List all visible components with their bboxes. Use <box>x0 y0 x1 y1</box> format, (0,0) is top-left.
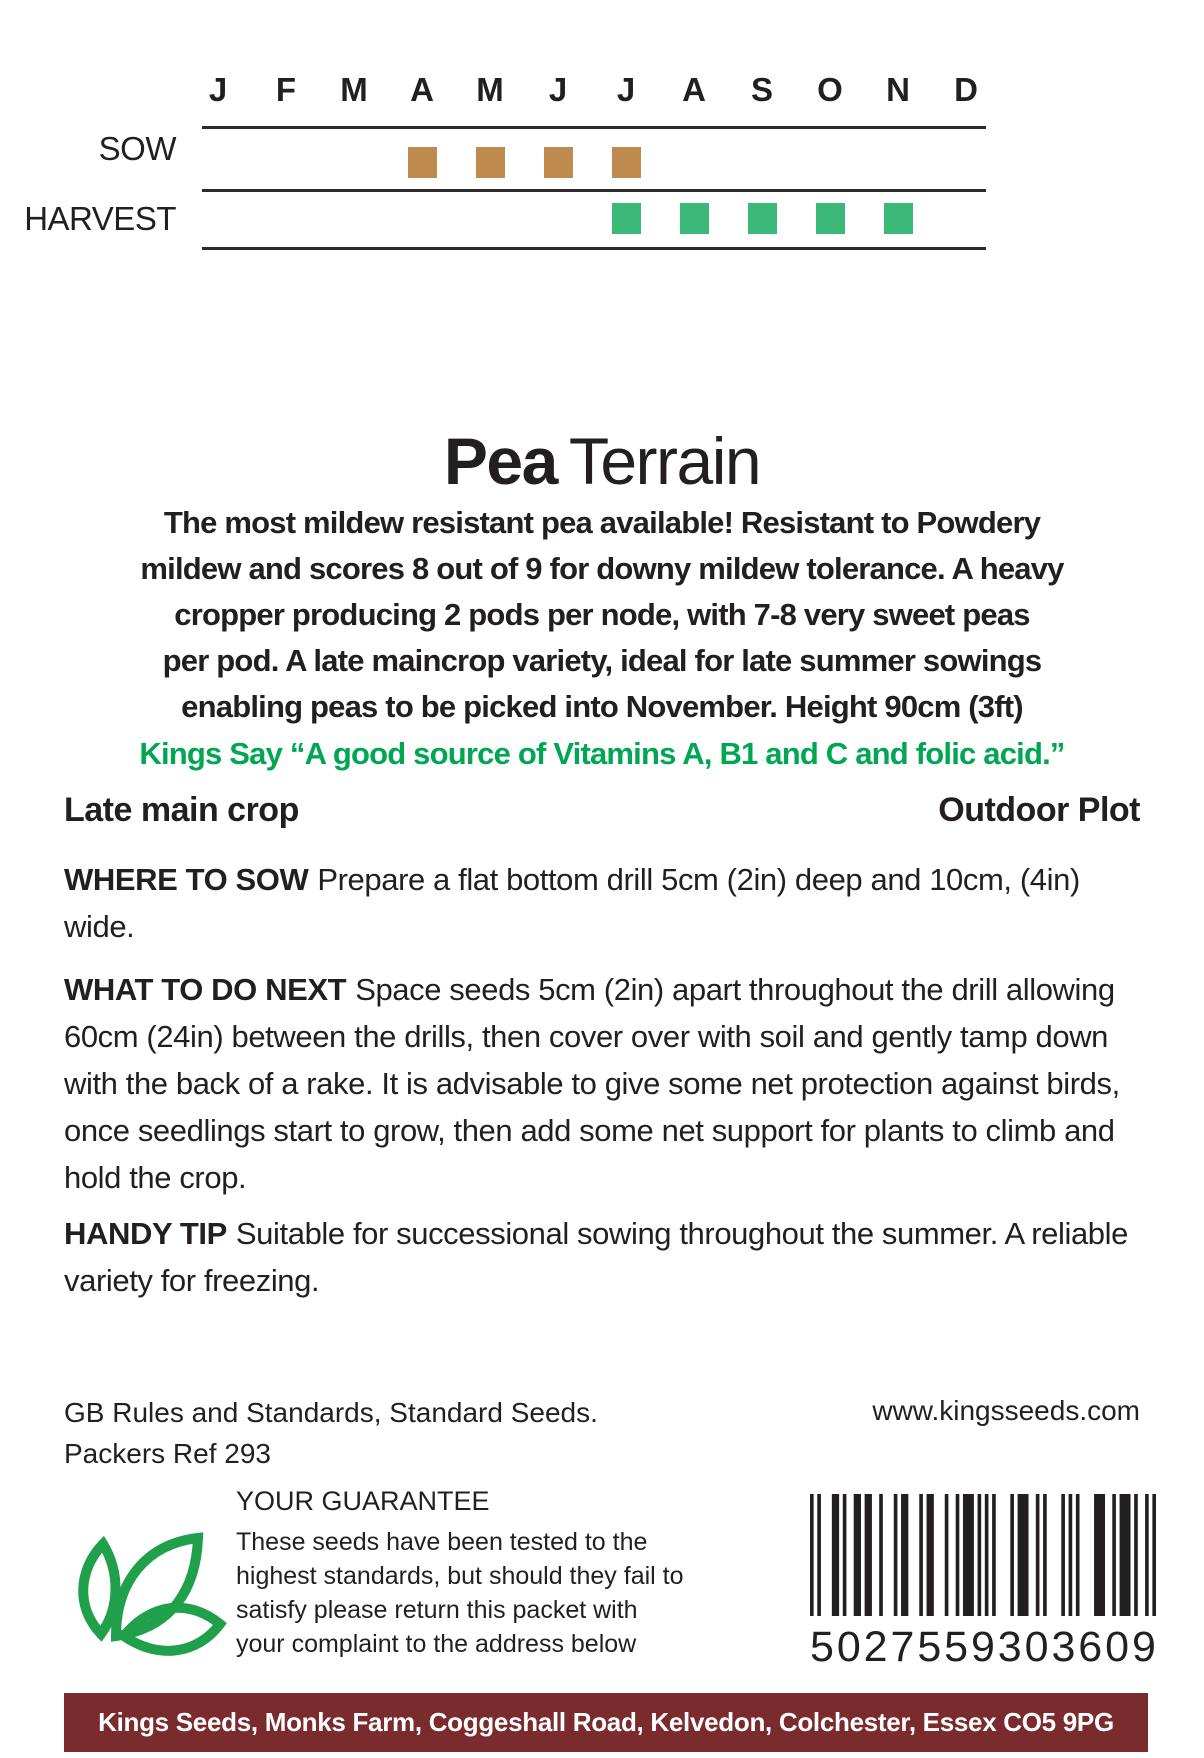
sow-row-label: SOW <box>98 130 176 167</box>
description-line: per pod. A late maincrop variety, ideal for late summer sowings <box>162 643 1042 678</box>
harvest-month-marker <box>884 203 913 234</box>
barcode-digit: 5 <box>810 1623 834 1671</box>
calendar-month-letter: N <box>886 71 910 108</box>
calendar-cell <box>592 203 660 234</box>
rules-and-ref <box>64 1392 598 1474</box>
barcode-digit: 0 <box>1105 1623 1130 1671</box>
rules-line: GB Rules and Standards, Standard Seeds. <box>64 1397 598 1428</box>
calendar-cell <box>864 203 932 234</box>
calendar-cell <box>388 147 456 178</box>
calendar-cell <box>592 147 660 178</box>
calendar-cell <box>728 147 796 178</box>
barcode-digit: 0 <box>836 1623 861 1671</box>
barcode-digit: 7 <box>890 1623 915 1671</box>
calendar-cell <box>524 147 592 178</box>
barcode-digit: 5 <box>944 1623 969 1671</box>
calendar-cell <box>932 203 1000 234</box>
section-body: Space seeds 5cm (2in) apart throughout the drill allowing 60cm (24in) between the drills, then cover over with soil and gently tamp down with the back of a rake. It is advisable to give some net protection against birds, once seedlings start to grow, then add some net support for plants to climb and hold the crop. <box>64 972 1120 1195</box>
plot-type-label: Outdoor Plot <box>938 791 1140 829</box>
calendar-cell <box>184 147 252 178</box>
guarantee-title: YOUR GUARANTEE <box>236 1486 490 1516</box>
sow-month-marker <box>476 147 505 178</box>
barcode-digit: 6 <box>1078 1623 1103 1671</box>
section-heading: WHERE TO SOW <box>64 862 309 897</box>
barcode-digit: 0 <box>1024 1623 1049 1671</box>
calendar-month-letter: F <box>275 71 297 108</box>
guarantee-line: highest standards, but should they fail to <box>236 1562 684 1590</box>
guarantee-line: your complaint to the address below <box>236 1630 637 1658</box>
company-address: Kings Seeds, Monks Farm, Coggeshall Road, Kelvedon, Colchester, Essex CO5 9PG <box>98 1707 1114 1737</box>
section-heading: WHAT TO DO NEXT <box>64 972 347 1007</box>
guarantee-body <box>236 1525 756 1661</box>
section-body: Prepare a flat bottom drill 5cm (2in) deep and 10cm, (4in) wide. <box>64 862 1080 944</box>
kings-seeds-leaf-logo-icon <box>66 1524 230 1660</box>
kings-say-note: Kings Say “A good source of Vitamins A, B1 and C and folic acid.” <box>139 736 1065 771</box>
crop-name: Pea <box>443 424 557 498</box>
calendar-cell <box>728 203 796 234</box>
calendar-cell <box>456 203 524 234</box>
guarantee-line: satisfy please return this packet with <box>236 1596 638 1624</box>
barcode-digit: 2 <box>863 1623 888 1671</box>
website-url: www.kingsseeds.com <box>872 1395 1140 1426</box>
section-body: Suitable for successional sowing throughout the summer. A reliable variety for freezing. <box>64 1216 1128 1298</box>
calendar-cell <box>456 147 524 178</box>
calendar-month-letter: D <box>954 71 978 108</box>
calendar-month-letter: A <box>682 71 706 108</box>
calendar-cell <box>320 147 388 178</box>
harvest-month-marker <box>748 203 777 234</box>
barcode-digit: 3 <box>1051 1623 1076 1671</box>
section-heading: HANDY TIP <box>64 1216 227 1251</box>
harvest-month-marker <box>680 203 709 234</box>
calendar-month-letter: J <box>548 71 568 108</box>
barcode-digit: 9 <box>1131 1623 1156 1671</box>
calendar-cell <box>252 203 320 234</box>
address-bar <box>64 1693 1148 1752</box>
barcode-number <box>810 1625 1156 1669</box>
calendar-month-letter: M <box>476 71 504 108</box>
description-line: mildew and scores 8 out of 9 for downy mildew tolerance. A heavy <box>140 551 1064 586</box>
barcode-bars-icon <box>810 1494 1156 1616</box>
packers-ref: Packers Ref 293 <box>64 1438 271 1469</box>
description-line: The most mildew resistant pea available! Resistant to Powdery <box>163 505 1041 540</box>
calendar-month-letter: S <box>750 71 773 108</box>
calendar-cell <box>388 203 456 234</box>
guarantee-line: These seeds have been tested to the <box>236 1528 648 1556</box>
calendar-cell <box>252 147 320 178</box>
calendar-divider-line <box>202 247 986 250</box>
crop-info-row <box>64 790 1140 830</box>
calendar-cell <box>660 203 728 234</box>
calendar-month-letter: M <box>340 71 368 108</box>
barcode-digit: 3 <box>997 1623 1022 1671</box>
calendar-month-row <box>184 72 1000 108</box>
harvest-month-marker <box>612 203 641 234</box>
calendar-cell <box>932 147 1000 178</box>
calendar-cell <box>796 203 864 234</box>
description-line: cropper producing 2 pods per node, with 7-8 very sweet peas <box>174 597 1030 632</box>
calendar-cell <box>660 147 728 178</box>
calendar-cell <box>320 203 388 234</box>
harvest-row <box>184 203 1000 234</box>
calendar-cell <box>524 203 592 234</box>
barcode-digit: 9 <box>970 1623 995 1671</box>
crop-type-label: Late main crop <box>64 791 299 829</box>
calendar-cell <box>864 147 932 178</box>
calendar-month-letter: O <box>817 71 843 108</box>
calendar-divider-line <box>202 126 986 129</box>
calendar-month-letter: J <box>616 71 636 108</box>
calendar-divider-line <box>202 189 986 192</box>
calendar-cell <box>184 203 252 234</box>
page-title <box>0 426 1204 496</box>
harvest-month-marker <box>816 203 845 234</box>
barcode-digit: 5 <box>917 1623 942 1671</box>
calendar-month-letter: A <box>410 71 434 108</box>
where-to-sow-section <box>64 856 1144 950</box>
harvest-row-label: HARVEST <box>24 200 176 237</box>
guarantee-block <box>236 1484 756 1661</box>
barcode <box>810 1494 1156 1669</box>
description-line: enabling peas to be picked into November. Height 90cm (3ft) <box>181 689 1023 724</box>
sow-month-marker <box>612 147 641 178</box>
calendar-month-letter: J <box>208 71 228 108</box>
handy-tip-section <box>64 1210 1144 1304</box>
variety-description <box>40 500 1164 730</box>
sow-month-marker <box>544 147 573 178</box>
variety-name: Terrain <box>568 424 761 498</box>
sow-month-marker <box>408 147 437 178</box>
what-to-do-next-section <box>64 966 1144 1201</box>
calendar-cell <box>796 147 864 178</box>
sow-row <box>184 147 1000 178</box>
